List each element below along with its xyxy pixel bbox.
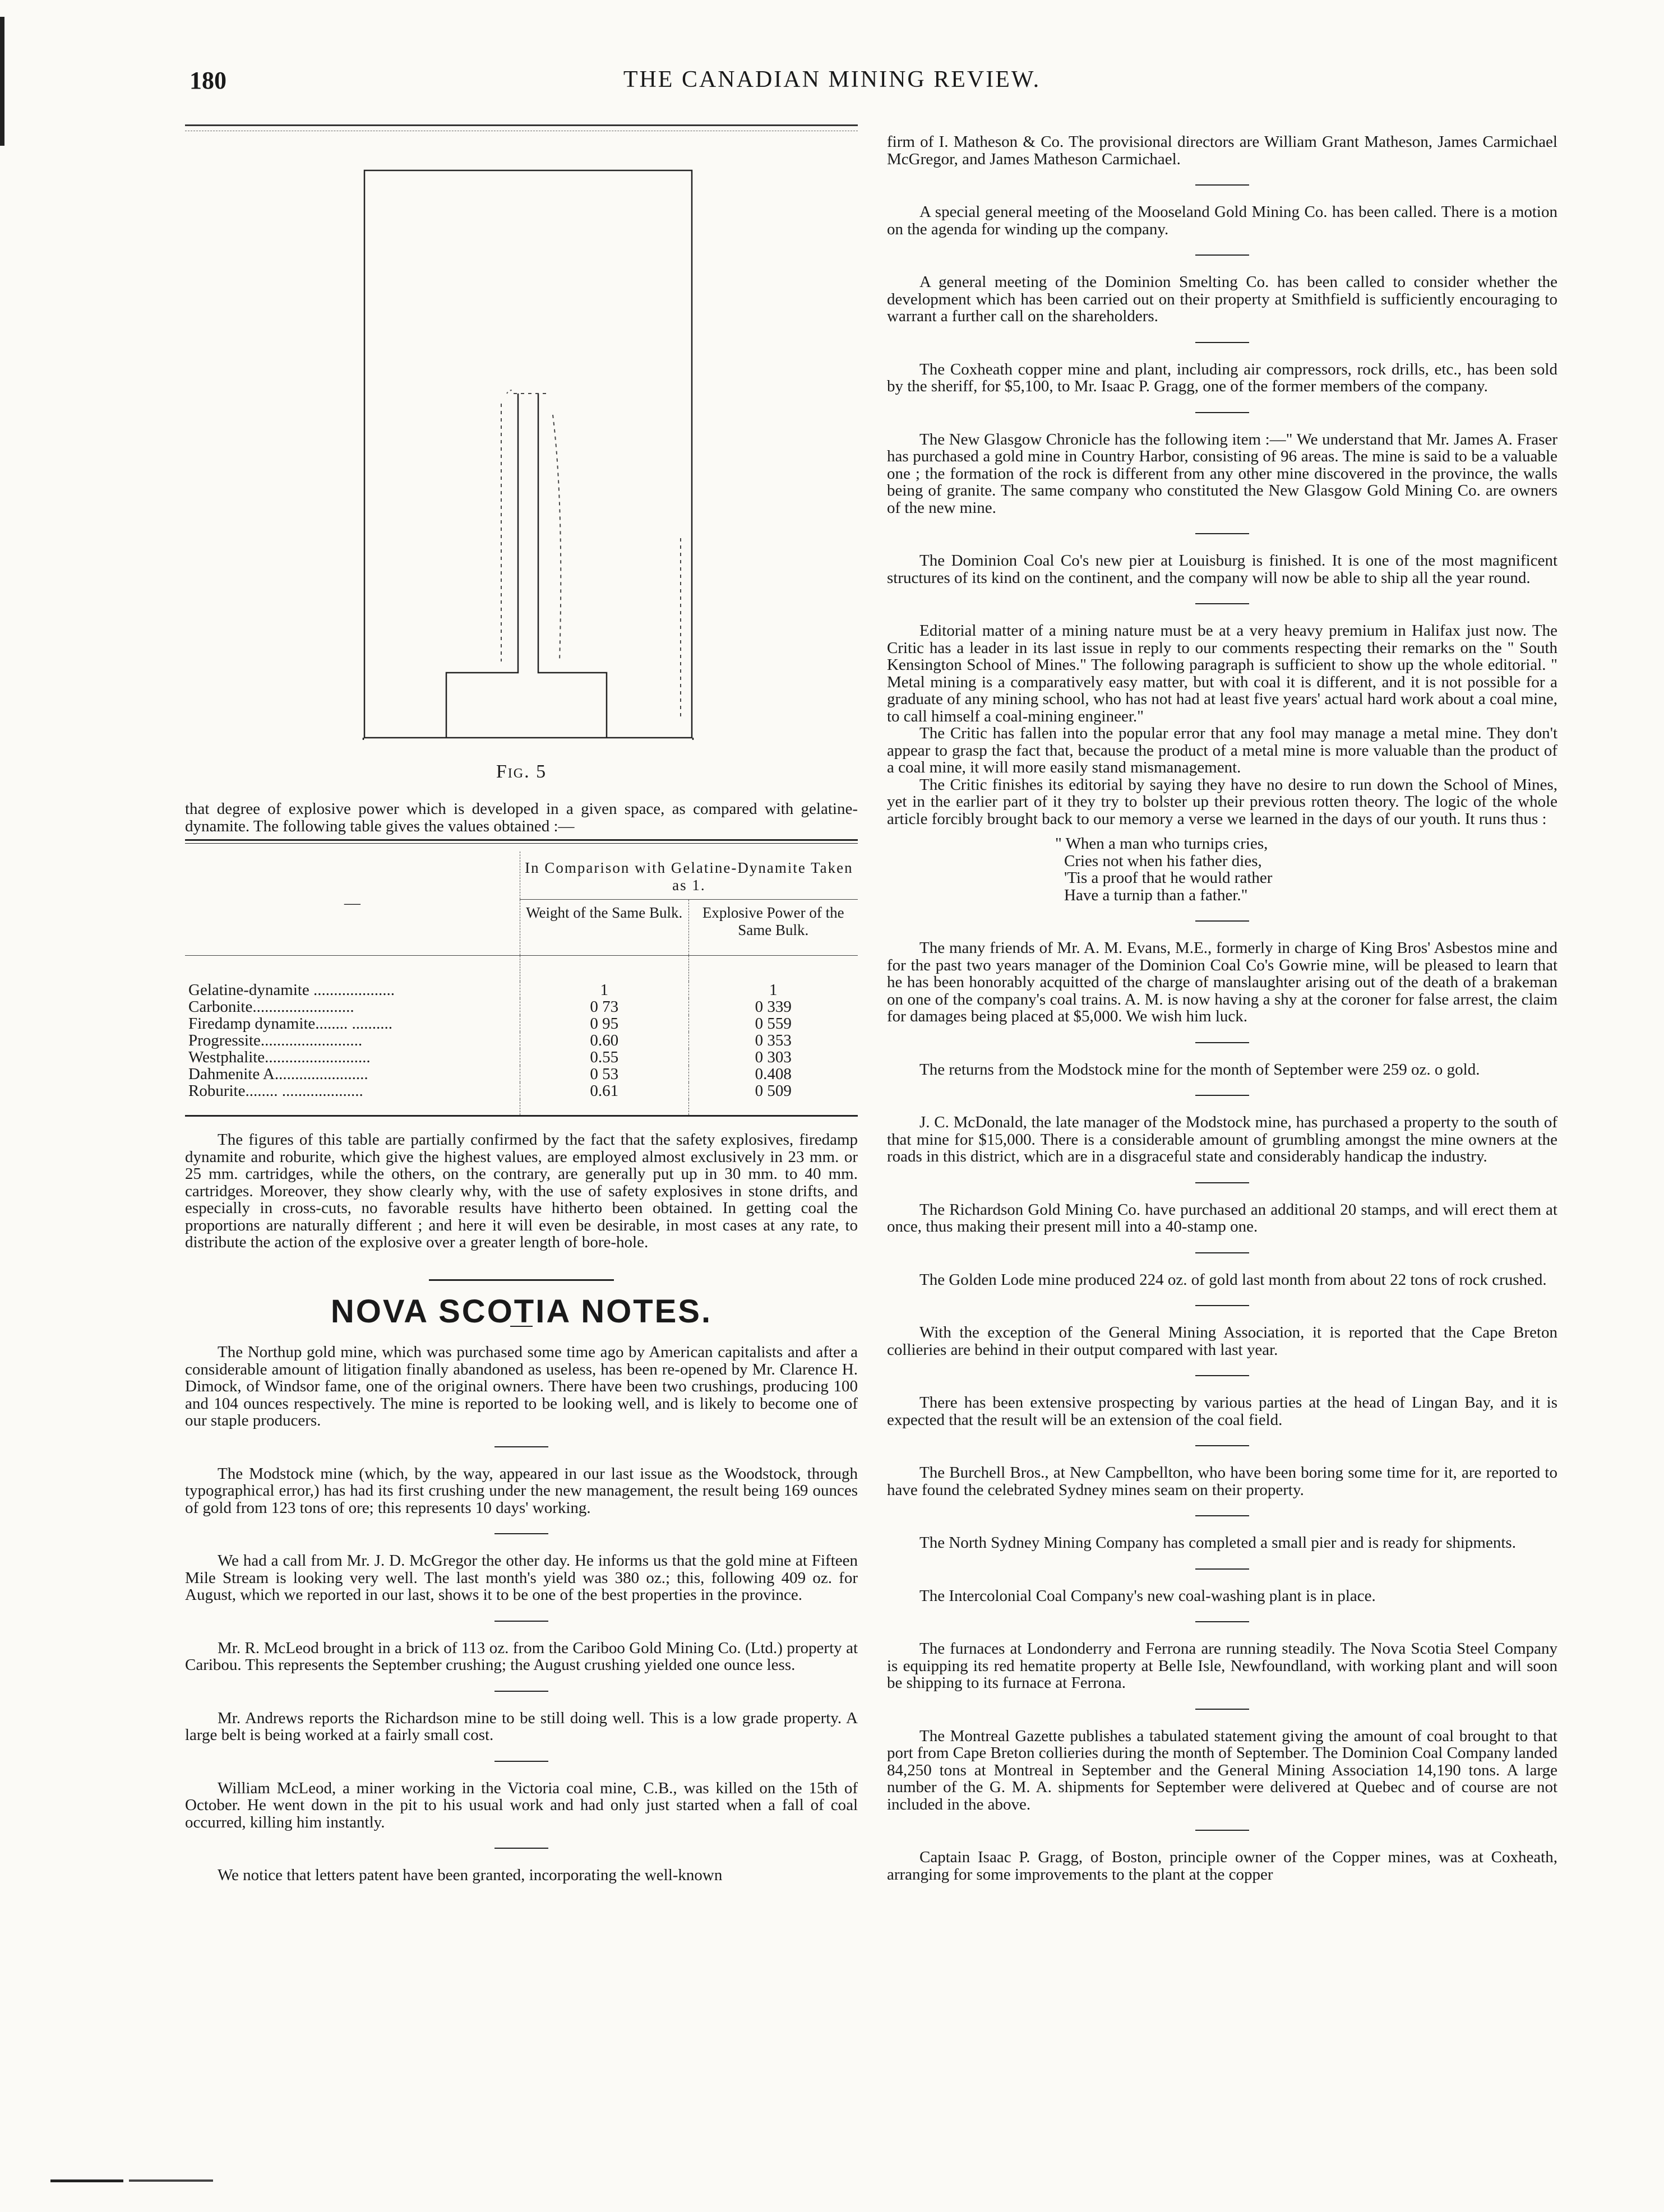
figure-5-drawing [362,168,694,740]
note-separator [1195,184,1249,186]
power-value: 1 [688,982,858,998]
explosive-name: Carbonite......................... [188,998,354,1016]
note-paragraph: Captain Isaac P. Gragg, of Boston, principle owner of the Copper mines, was at Coxheath, arranging for some improvements to the plant at the copper [887,1848,1557,1884]
power-value: 0 339 [688,998,858,1015]
note-paragraph: The Montreal Gazette publishes a tabulated statement giving the amount of coal brought to that port from Cape Breton collieries during the month of September. The Dominion Coal Company landed 84,250 tons at Montreal in September and the General Mining Association 14,190 tons. A large number of the G. M. A. shipments for September were delivered at Quebec and of course are not included in the above. [887,1727,1557,1813]
note-separator [1195,412,1249,413]
note-paragraph: A general meeting of the Dominion Smelting Co. has been called to consider whether the development which has been carried out on their property at Smithfield is sufficiently encouraging to warrant a further call on the shareholders. [887,273,1557,325]
table-row [185,982,858,998]
power-value: 0.408 [688,1066,858,1082]
note-separator [1195,1621,1249,1622]
note-paragraph: Editorial matter of a mining nature must be at a very heavy premium in Halifax just now. The Critic has a leader in its last issue in reply to our comments respecting their remarks on the " South Kensington School of Mines." The following paragraph is sufficient to show up the whole editorial. " Metal mining is a comparatively easy matter, but with coal it is different, and it is not possible for a graduate of any mining school, who has not had at least five years' actual hard work about a coal mine, to call himself a coal-mining engineer." [887,622,1557,725]
col-header-weight: Weight of the Same Bulk. [520,900,688,956]
figure-caption: Fig. 5 [496,761,547,782]
note-separator [1195,1305,1249,1306]
weight-value: 0.61 [520,1082,688,1099]
note-separator [1195,342,1249,343]
note-separator [1195,533,1249,534]
weight-value: 0 53 [520,1066,688,1082]
note-paragraph: The many friends of Mr. A. M. Evans, M.E., formerly in charge of King Bros' Asbestos mine and for the past two years manager of the Dominion Coal Co's Gowrie mine, will be pleased to learn that he has been honorably acquitted of the charge of manslaughter arising out of the death of a brakeman on one of the company's coal trains. A. M. is now having a shy at the coroner for false arrest, the claim for damages being placed at $5,000. We wish him luck. [887,939,1557,1025]
right-column [887,133,1557,1883]
note-separator [494,1761,548,1762]
table-row [185,1049,858,1066]
note-separator [1195,254,1249,256]
note-separator [494,1533,548,1534]
figure-stem-right [538,394,607,738]
weight-value: 0.60 [520,1032,688,1049]
note-paragraph: The Richardson Gold Mining Co. have purchased an additional 20 stamps, and will erect them at once, thus making their present mill into a 40-stamp one. [887,1200,1557,1235]
table-top-rule-thin [185,843,858,844]
table-top-rule [185,839,858,841]
note-separator [1195,1515,1249,1516]
note-paragraph: The Coxheath copper mine and plant, including air compressors, rock drills, etc., has been sold by the sheriff, for $5,100, to Mr. Isaac P. Gragg, one of the former members of the company. [887,360,1557,395]
explosives-comparison-table [185,852,858,1115]
note-separator [1195,1709,1249,1710]
note-paragraph: The Golden Lode mine produced 224 oz. of gold last month from about 22 tons of rock crushed. [919,1270,1547,1289]
table-stub: — [185,852,520,956]
note-paragraph: The New Glasgow Chronicle has the following item :—" We understand that Mr. James A. Fraser has purchased a gold mine in Country Harbor, consisting of 96 areas. The mine is said to be a valuable one ; the formation of the rock is different from any other mine discovered in the province, the walls being of granite. The same company who constituted the New Glasgow Gold Mining Co. are owners of the new mine. [887,430,1557,517]
table-row [185,1066,858,1082]
verse-line: Have a turnip than a father." [1064,886,1248,904]
note-paragraph: The Burchell Bros., at New Campbellton, who have been boring some time for it, are reported to have found the celebrated Sydney mines seam on their property. [887,1464,1557,1499]
note-separator [1195,920,1249,922]
note-paragraph: We had a call from Mr. J. D. McGregor the other day. He informs us that the gold mine at Fifteen Mile Stream is looking very well. The last month's yield was 380 oz.; this, following 409 oz. for August, which we reported in our last, shows it to be one of the best properties in the province. [185,1552,858,1604]
explosive-name: Westphalite.......................... [188,1048,371,1066]
verse-quote [1055,835,1557,904]
verse-line: 'Tis a proof that he would rather [1064,869,1273,887]
note-paragraph: J. C. McDonald, the late manager of the Modstock mine, has purchased a property to the south of that mine for $15,000. There is a considerable amount of grumbling amongst the mine owners at the roads in this district, which are in a disgraceful state and considerably handicap the industry. [887,1113,1557,1165]
note-paragraph: The North Sydney Mining Company has completed a small pier and is ready for shipments. [919,1534,1516,1552]
note-separator [1195,1375,1249,1376]
note-paragraph: We notice that letters patent have been granted, incorporating the well-known [218,1866,723,1884]
note-paragraph: The Dominion Coal Co's new pier at Louisburg is finished. It is one of the most magnificent structures of its kind on the continent, and the company will now be able to ship all the year round. [887,552,1557,587]
page-number: 180 [189,67,227,94]
note-paragraph: The returns from the Modstock mine for the month of September were 259 oz. o gold. [919,1060,1480,1079]
power-value: 0 353 [688,1032,858,1049]
weight-value: 0 95 [520,1015,688,1032]
note-separator [1195,1445,1249,1446]
note-separator [1195,1568,1249,1570]
verse-line: Cries not when his father dies, [1064,852,1262,870]
table-discussion: The figures of this table are partially confirmed by the fact that the safety explosives, firedamp dynamite and roburite, which give the highest values, are employed almost exclusively in 23 mm. or 25 mm. cartridges, while the others, on the contrary, are generally put up in 30 mm. to 40 mm. cartridges. Moreover, they show clearly why, with the use of safety explosives in stone drifts, and especially in cross-cuts, no favorable results have hitherto been obtained. In getting coal the proportions are naturally different ; and here it will even be desirable, in most cases at any rate, to distribute the action of the explosive over a greater length of bore-hole. [185,1131,858,1251]
note-separator [1195,1182,1249,1183]
note-separator [1195,603,1249,604]
footer-rule [50,2179,123,2182]
note-paragraph: The Intercolonial Coal Company's new coal-washing plant is in place. [919,1586,1376,1605]
note-paragraph: The Critic has fallen into the popular error that any fool may manage a metal mine. They don't appear to grasp the fact that, because the product of a metal mine is more valuable than the product of a coal mine, it will more easily stand mismanagement. [887,724,1557,776]
figure-stem-left [446,394,518,738]
note-paragraph: Mr. R. McLeod brought in a brick of 113 oz. from the Cariboo Gold Mining Co. (Ltd.) property at Caribou. This represents the September crushing; the August crushing yielded one ounce less. [185,1639,858,1674]
section-title-rule [429,1279,614,1281]
power-value: 0 509 [688,1082,858,1099]
note-paragraph: There has been extensive prospecting by various parties at the head of Lingan Bay, and it is expected that the result will be an extension of the coal field. [887,1394,1557,1429]
explosive-name: Gelatine-dynamite .................... [188,981,395,999]
table-row [185,1015,858,1032]
note-paragraph: William McLeod, a miner working in the Victoria coal mine, C.B., was killed on the 15th of October. He went down in the pit to his usual work and had only just started when a fall of coal occurred, killing him instantly. [185,1779,858,1831]
table-row [185,1082,858,1099]
note-separator [494,1691,548,1692]
note-paragraph: The Northup gold mine, which was purchased some time ago by American capitalists and after a considerable amount of litigation finally abandoned as useless, has been re-opened by Mr. Clarence H. Dimock, of Windsor fame, one of the original owners. There have been two crushings, producing 100 and 104 ounces respectively. The mine is reported to be looking well, and is likely to become one of our staple producers. [185,1343,858,1429]
explosive-name: Progressite......................... [188,1031,363,1049]
power-value: 0 559 [688,1015,858,1032]
note-separator [494,1848,548,1849]
table-group-header: In Comparison with Gelatine-Dynamite Taken as 1. [520,852,858,900]
note-separator [494,1621,548,1622]
power-value: 0 303 [688,1049,858,1066]
note-paragraph: The Modstock mine (which, by the way, appeared in our last issue as the Woodstock, through typographical error,) has had its first crushing under the new management, the result being 169 ounces of gold from 123 tons of ore; this represents 10 days' working. [185,1464,858,1517]
weight-value: 0 73 [520,998,688,1015]
note-paragraph: firm of I. Matheson & Co. The provisional directors are William Grant Matheson, James Carmichael McGregor, and James Matheson Carmichael. [887,133,1557,168]
note-paragraph: The furnaces at Londonderry and Ferrona are running steadily. The Nova Scotia Steel Company is equipping its red hematite property at Belle Isle, Newfoundland, with working plant and will soon be shipping to its furnace at Ferrona. [887,1640,1557,1692]
note-paragraph: With the exception of the General Mining Association, it is reported that the Cape Breton collieries are behind in their output compared with last year. [887,1324,1557,1359]
note-paragraph: The Critic finishes its editorial by saying they have no desire to run down the School of Mines, yet in the earlier part of it they try to bolster up their previous rotten theory. The logic of the whole article forcibly brought back to our memory a verse we learned in the days of our youth. It runs thus : [887,775,1557,828]
note-separator [1195,1042,1249,1043]
verse-line: " When a man who turnips cries, [1055,835,1268,853]
left-column [185,800,858,1884]
running-title: THE CANADIAN MINING REVIEW. [623,67,1041,92]
table-bottom-rule [185,1115,858,1117]
weight-value: 0.55 [520,1049,688,1066]
section-title: NOVA SCOTIA NOTES. [330,1293,713,1330]
explosive-name: Firedamp dynamite........ .......... [188,1015,393,1033]
note-separator [1195,1252,1249,1253]
weight-value: 1 [520,982,688,998]
col-header-power: Explosive Power of the Same Bulk. [688,900,858,956]
table-intro: that degree of explosive power which is developed in a given space, as compared with gelatine-dynamite. The following table gives the values obtained :— [185,800,858,835]
note-separator [1195,1095,1249,1096]
note-paragraph: Mr. Andrews reports the Richardson mine to be still doing well. This is a low grade property. A large belt is being worked at a fairly small cost. [185,1709,858,1744]
note-paragraph: A special general meeting of the Mooseland Gold Mining Co. has been called. There is a motion on the agenda for winding up the company. [887,203,1557,238]
explosive-name: Dahmenite A....................... [188,1065,368,1083]
table-row [185,1032,858,1049]
table-row [185,998,858,1015]
explosive-name: Roburite........ .................... [188,1082,363,1100]
note-separator [1195,1830,1249,1831]
note-separator [494,1446,548,1447]
figure-frame [364,170,692,738]
header-rule [185,124,858,126]
footer-rule [129,2179,213,2182]
